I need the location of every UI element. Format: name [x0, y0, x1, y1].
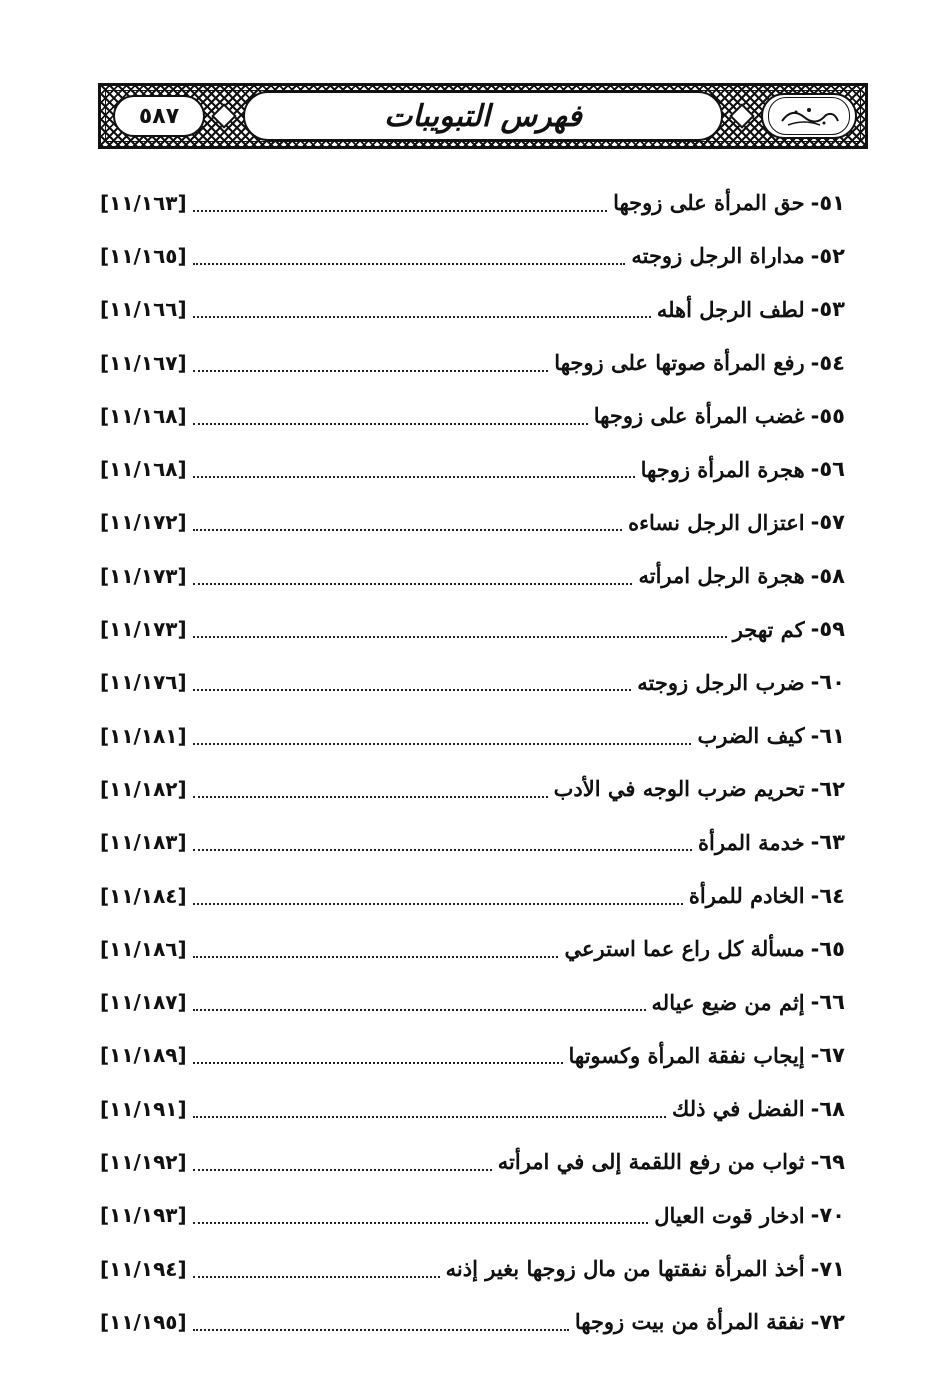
toc-entry — [100, 229, 845, 282]
toc-entry-number: ٧٠- — [810, 1203, 845, 1228]
toc-entry-title: تحريم ضرب الوجه في الأدب — [553, 776, 805, 802]
dot-leader — [193, 1009, 646, 1011]
toc-entry-number: ٦٩- — [810, 1149, 845, 1174]
toc-entry-number: ٧٢- — [810, 1309, 845, 1334]
toc-entry-title: غضب المرأة على زوجها — [593, 403, 805, 429]
dot-leader — [193, 743, 692, 745]
table-of-contents — [100, 176, 845, 1349]
dot-leader — [193, 903, 683, 905]
toc-entry-title: أخذ المرأة نفقتها من مال زوجها بغير إذنه — [445, 1256, 805, 1282]
toc-entry-title: اعتزال الرجل نساءه — [628, 509, 805, 535]
toc-entry-reference: [١١/١٦٨] — [100, 403, 187, 428]
dot-leader — [193, 476, 635, 478]
toc-entry — [100, 496, 845, 549]
toc-entry-title: الفضل في ذلك — [672, 1096, 805, 1122]
toc-entry — [100, 283, 845, 336]
toc-entry-reference: [١١/١٧٢] — [100, 510, 187, 535]
toc-entry-reference: [١١/١٨٣] — [100, 830, 187, 855]
dot-leader — [193, 689, 632, 691]
dot-leader — [193, 423, 588, 425]
toc-entry-reference: [١١/١٨٩] — [100, 1043, 187, 1068]
ornament-diamond-left — [211, 103, 236, 128]
toc-entry — [100, 922, 845, 975]
toc-entry-title: حق المرأة على زوجها — [613, 190, 805, 216]
toc-entry-title: مداراة الرجل زوجته — [631, 243, 805, 269]
toc-entry-reference: [١١/١٩١] — [100, 1096, 187, 1121]
toc-entry-title: نفقة المرأة من بيت زوجها — [574, 1309, 805, 1335]
toc-entry-number: ٥١- — [810, 190, 845, 215]
toc-entry-title: هجرة الرجل امرأته — [638, 563, 805, 589]
toc-entry-title: رفع المرأة صوتها على زوجها — [554, 350, 805, 376]
toc-entry-reference: [١١/١٦٣] — [100, 190, 187, 215]
toc-entry-reference: [١١/١٨٦] — [100, 936, 187, 961]
toc-entry-number: ٦٠- — [810, 670, 845, 695]
page-title: فهرس التبويبات — [384, 98, 582, 134]
toc-entry-number: ٥٧- — [810, 510, 845, 535]
toc-entry-number: ٦٢- — [810, 776, 845, 801]
dot-leader — [193, 263, 626, 265]
dot-leader — [193, 1116, 666, 1118]
toc-entry — [100, 709, 845, 762]
toc-entry — [100, 1242, 845, 1295]
toc-entry — [100, 389, 845, 442]
toc-entry — [100, 762, 845, 815]
page-number-cartouche — [113, 95, 205, 137]
toc-entry-number: ٥٤- — [810, 350, 845, 375]
dot-leader — [193, 1329, 569, 1331]
dot-leader — [193, 370, 549, 372]
page-header-band — [98, 83, 868, 149]
toc-entry-number: ٦٦- — [810, 990, 845, 1015]
toc-entry-title: ثواب من رفع اللقمة إلى في امرأته — [497, 1149, 805, 1175]
toc-entry-reference: [١١/١٩٢] — [100, 1149, 187, 1174]
toc-entry-title: ضرب الرجل زوجته — [637, 669, 805, 695]
book-seal-icon — [768, 97, 850, 135]
dot-leader — [193, 1276, 440, 1278]
toc-entry-number: ٥٢- — [810, 243, 845, 268]
toc-entry — [100, 656, 845, 709]
toc-entry — [100, 1189, 845, 1242]
toc-entry-reference: [١١/١٧٦] — [100, 670, 187, 695]
toc-entry — [100, 549, 845, 602]
toc-entry-number: ٧١- — [810, 1256, 845, 1281]
dot-leader — [193, 583, 633, 585]
seal-calligraphy-icon — [774, 101, 844, 131]
toc-entry-number: ٥٣- — [810, 297, 845, 322]
title-cartouche — [243, 91, 723, 141]
toc-entry — [100, 1135, 845, 1188]
dot-leader — [193, 316, 651, 318]
toc-entry-reference: [١١/١٦٦] — [100, 297, 187, 322]
ornament-diamond-right — [729, 103, 754, 128]
toc-entry-number: ٥٨- — [810, 563, 845, 588]
toc-entry-title: كم تهجر — [732, 616, 805, 642]
toc-entry-title: إثم من ضيع عياله — [651, 989, 805, 1015]
dot-leader — [193, 849, 692, 851]
toc-entry — [100, 869, 845, 922]
toc-entry-reference: [١١/١٦٨] — [100, 457, 187, 482]
toc-entry — [100, 442, 845, 495]
dot-leader — [193, 210, 607, 212]
toc-entry-reference: [١١/١٦٥] — [100, 243, 187, 268]
toc-entry — [100, 1295, 845, 1348]
toc-entry-number: ٦٣- — [810, 830, 845, 855]
toc-entry-number: ٦٥- — [810, 936, 845, 961]
toc-entry-number: ٦٧- — [810, 1043, 845, 1068]
toc-entry-title: إيجاب نفقة المرأة وكسوتها — [568, 1042, 805, 1068]
toc-entry-title: لطف الرجل أهله — [656, 296, 805, 322]
toc-entry-title: خدمة المرأة — [698, 829, 805, 855]
page-number: ٥٨٧ — [138, 103, 180, 129]
toc-entry — [100, 602, 845, 655]
dot-leader — [193, 1062, 563, 1064]
toc-entry-reference: [١١/١٨١] — [100, 723, 187, 748]
toc-entry-number: ٥٥- — [810, 403, 845, 428]
dot-leader — [193, 529, 622, 531]
toc-entry-reference: [١١/١٩٣] — [100, 1203, 187, 1228]
toc-entry — [100, 975, 845, 1028]
toc-entry-reference: [١١/١٩٥] — [100, 1309, 187, 1334]
toc-entry-reference: [١١/١٨٢] — [100, 776, 187, 801]
toc-entry — [100, 176, 845, 229]
toc-entry-reference: [١١/١٧٣] — [100, 563, 187, 588]
toc-entry-number: ٦٨- — [810, 1096, 845, 1121]
dot-leader — [193, 1169, 492, 1171]
dot-leader — [193, 1222, 649, 1224]
toc-entry-number: ٥٦- — [810, 457, 845, 482]
toc-entry-number: ٦٤- — [810, 883, 845, 908]
toc-entry-reference: [١١/١٨٧] — [100, 990, 187, 1015]
toc-entry-title: الخادم للمرأة — [688, 883, 805, 908]
toc-entry — [100, 816, 845, 869]
toc-entry-reference: [١١/١٦٧] — [100, 350, 187, 375]
toc-entry — [100, 1029, 845, 1082]
toc-entry-title: مسألة كل راع عما استرعي — [564, 936, 805, 962]
toc-entry-reference: [١١/١٩٤] — [100, 1256, 187, 1281]
dot-leader — [193, 796, 548, 798]
toc-entry-number: ٦١- — [810, 723, 845, 748]
logo-cartouche — [761, 93, 857, 139]
dot-leader — [193, 956, 559, 958]
toc-entry-title: كيف الضرب — [697, 723, 805, 749]
toc-entry-title: هجرة المرأة زوجها — [640, 456, 805, 482]
toc-entry-reference: [١١/١٧٣] — [100, 617, 187, 642]
dot-leader — [193, 636, 727, 638]
toc-entry — [100, 336, 845, 389]
toc-entry — [100, 1082, 845, 1135]
toc-entry-number: ٥٩- — [810, 617, 845, 642]
toc-entry-reference: [١١/١٨٤] — [100, 883, 187, 908]
toc-entry-title: ادخار قوت العيال — [654, 1202, 805, 1228]
